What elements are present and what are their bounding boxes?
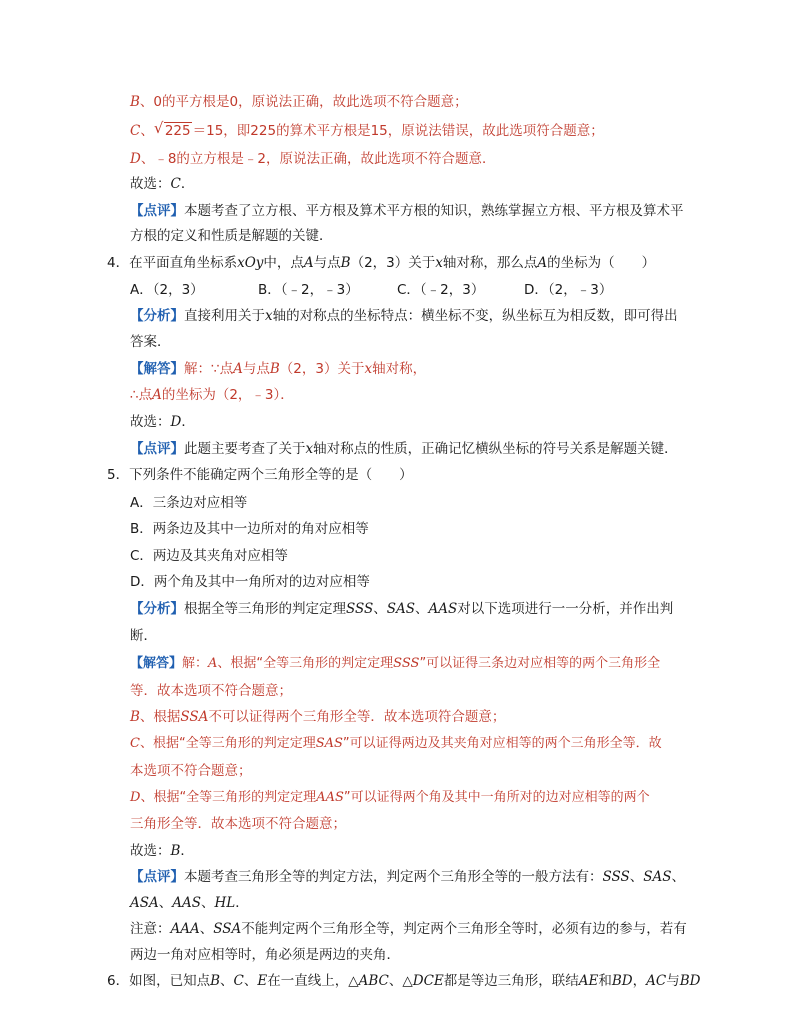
q4-answer-line2: ∴点A的坐标为（2，﹣3）． (130, 387, 294, 403)
q5-option-b-analysis: B、根据SSA不可以证得两个三角形全等．故本选项符合题意； (130, 709, 506, 725)
q4-option-a: A．（2，3） (130, 282, 204, 298)
q5-choice: 故选：B． (130, 843, 194, 859)
q5-analysis-line2: 断． (130, 628, 157, 644)
q4-choice: 故选：D． (130, 414, 195, 430)
q4-analysis-line1: 【分析】直接利用关于x轴的对称点的坐标特点：横坐标不变，纵坐标互为相反数，即可得出 (130, 308, 678, 324)
q5-option-c-analysis-line2: 本选项不符合题意； (130, 763, 252, 779)
q4-answer-line1: 【解答】解：∵点A与点B（2，3）关于x轴对称， (130, 361, 427, 377)
q5-stem: 5．下列条件不能确定两个三角形全等的是（ ） (107, 467, 413, 483)
sqrt-expression: √ 225 (153, 119, 191, 139)
q5-note-line2: 两边一角对应相等时，角必须是两边的夹角． (130, 947, 400, 963)
q3-choice: 故选：C． (130, 176, 195, 192)
q4-option-c: C．（﹣2，3） (397, 282, 485, 298)
q5-comment-line2: ASA、AAS、HL． (130, 895, 249, 911)
q5-option-c-analysis-line1: C、根据“全等三角形的判定定理SAS”可以证得两边及其夹角对应相等的两个三角形全等．故 (130, 736, 662, 751)
q5-answer-line2: 等．故本选项不符合题意； (130, 683, 292, 699)
q5-analysis-line1: 【分析】根据全等三角形的判定定理SSS、SAS、AAS对以下选项进行一一分析，并作出判 (130, 601, 674, 617)
q4-option-b: B．（﹣2，﹣3） (258, 282, 359, 298)
q3-comment-line2: 方根的定义和性质是解题的关键． (130, 228, 333, 244)
q3-option-b-line: B、0的平方根是0，原说法正确，故此选项不符合题意； (130, 94, 468, 110)
q5-option-c: C．两边及其夹角对应相等 (130, 548, 288, 564)
q3-comment-line1: 【点评】本题考查了立方根、平方根及算术平方根的知识，熟练掌握立方根、平方根及算术平 (130, 203, 684, 219)
q5-comment-line1: 【点评】本题考查三角形全等的判定方法，判定两个三角形全等的一般方法有：SSS、SAS、 (130, 869, 686, 885)
q4-analysis-line2: 答案． (130, 334, 171, 350)
q3-option-c-line: C、 √ 225 ＝15，即225的算术平方根是15，原说法错误，故此选项符合题意； (130, 119, 604, 139)
q4-comment: 【点评】此题主要考查了关于x轴对称点的性质，正确记忆横纵坐标的符号关系是解题关键． (130, 441, 678, 457)
q5-option-d-analysis-line1: D、根据“全等三角形的判定定理AAS”可以证得两个角及其中一角所对的边对应相等的两个 (130, 790, 650, 805)
q5-note-line1: 注意：AAA、SSA不能判定两个三角形全等，判定两个三角形全等时，必须有边的参与，若有 (130, 921, 687, 937)
q3-option-d-line: D、﹣8的立方根是﹣2，原说法正确，故此选项不符合题意． (130, 151, 496, 167)
q5-answer-line1: 【解答】解：A、根据“全等三角形的判定定理SSS”可以证得三条边对应相等的两个三角形全 (130, 656, 661, 671)
q4-stem: 4．在平面直角坐标系xOy中，点A与点B（2，3）关于x轴对称，那么点A的坐标为（ ） (107, 255, 656, 271)
q5-option-d-analysis-line2: 三角形全等．故本选项不符合题意； (130, 816, 346, 832)
q4-option-d: D．（2，﹣3） (524, 282, 613, 298)
q5-option-d: D．两个角及其中一角所对的边对应相等 (130, 574, 370, 590)
q5-option-b: B．两条边及其中一边所对的角对应相等 (130, 521, 369, 537)
q6-stem: 6．如图，已知点B、C、E在一直线上，△ABC、△DCE都是等边三角形，联结AE和BD，AC与BD (107, 973, 701, 989)
q5-option-a: A．三条边对应相等 (130, 495, 248, 511)
